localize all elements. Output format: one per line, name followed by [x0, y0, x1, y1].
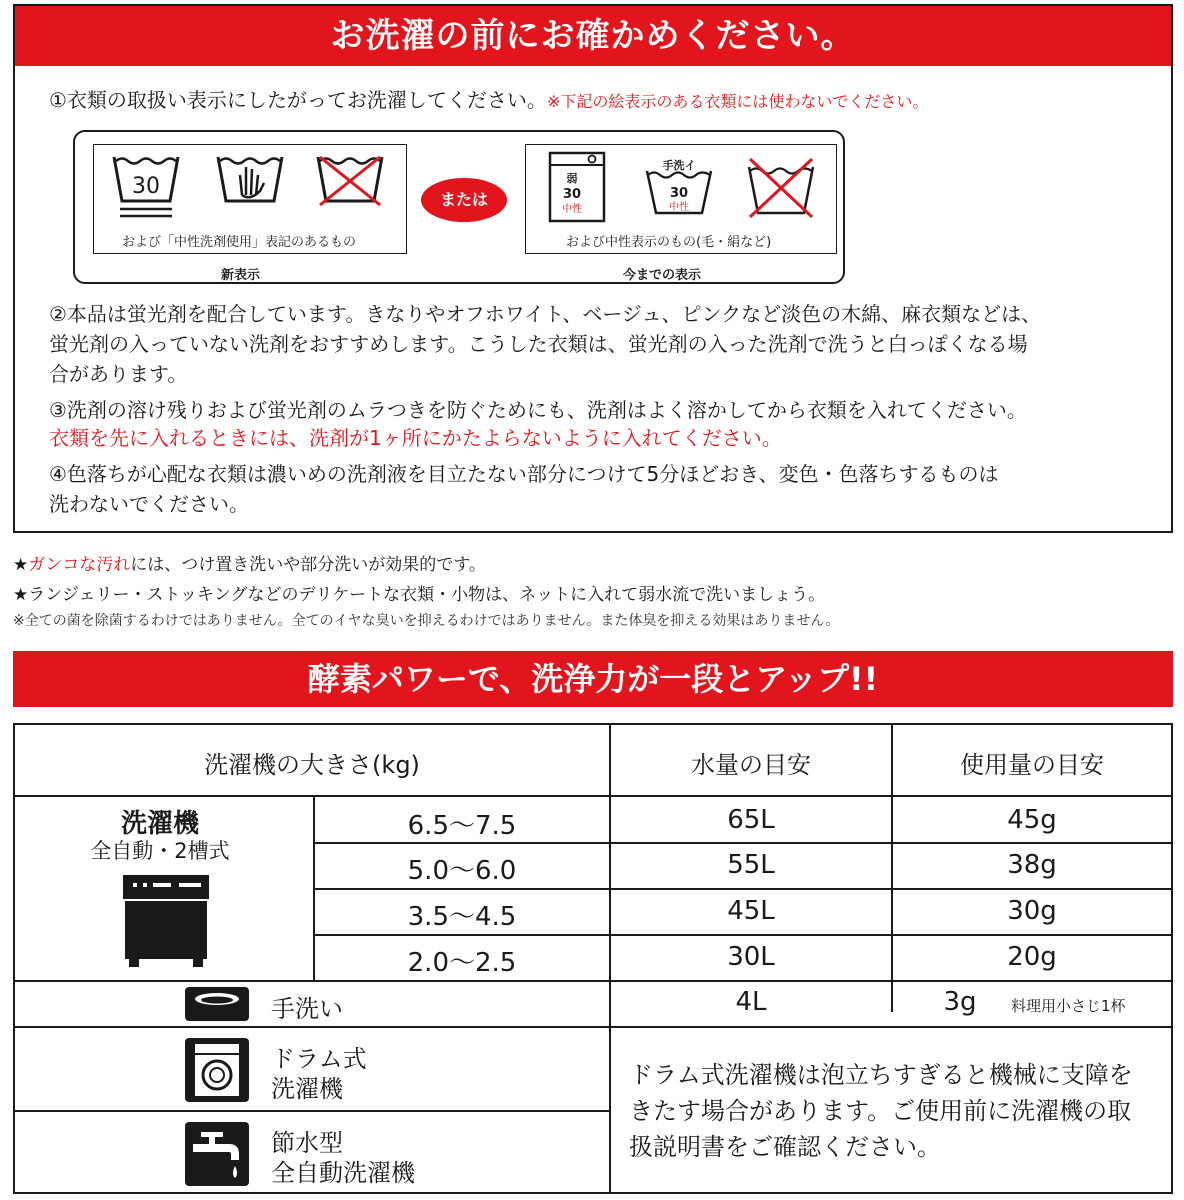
item1-text: ①衣類の取扱い表示にしたがってお洗濯してください。: [49, 88, 547, 112]
row4-size: 2.0〜2.5: [407, 948, 517, 978]
drum-label-line2: 洗濯機: [271, 1075, 343, 1103]
handwash-water: 4L: [735, 987, 767, 1017]
item1-line: [49, 86, 928, 116]
row3-water: 45L: [727, 896, 775, 926]
item3-line1: ③洗剤の溶け残りおよび蛍光剤のムラつきを防ぐためにも、洗剤はよく溶かしてから衣類を入れてください。: [49, 398, 1027, 422]
row2-amount: 38g: [1007, 850, 1057, 880]
old-display-label: 今までの表示: [623, 268, 702, 283]
drum-label-line1: ドラム式: [271, 1045, 367, 1073]
old-do-not-wash-icon: [746, 157, 816, 221]
tip-rest: には、つけ置き洗いや部分洗いが効果的です。: [130, 555, 486, 575]
item2-line2: 蛍光剤の入っていない洗剤をおすすめします。こうした衣類は、蛍光剤の入った洗剤で洗うと白っぽくなる場: [49, 332, 1028, 356]
old-hand-wash-icon: [644, 159, 714, 219]
svg-text:弱: 弱: [566, 172, 578, 185]
svg-text:30: 30: [669, 186, 689, 201]
header-size: 洗濯機の大きさ(kg): [204, 751, 420, 779]
handwash-amount: 3g: [943, 987, 977, 1017]
saving-label-line2: 全自動洗濯機: [271, 1159, 415, 1187]
svg-text:中性: 中性: [669, 202, 689, 213]
old-symbols-caption: および中性表示のもの(毛・絹など): [566, 235, 772, 250]
care-symbols-box: [73, 130, 845, 284]
row1-size: 6.5〜7.5: [407, 811, 517, 841]
basin-icon: [183, 985, 251, 1023]
enzyme-banner: 酵素パワーで、洗浄力が一段とアップ!!: [13, 651, 1173, 707]
row4-amount: 20g: [1007, 942, 1057, 972]
washer-title: 洗濯機: [120, 809, 199, 839]
dosage-table: [13, 723, 1173, 1194]
row3-amount: 30g: [1007, 896, 1057, 926]
header-amount: 使用量の目安: [960, 751, 1104, 779]
faucet-icon: [183, 1120, 251, 1188]
svg-text:手洗イ: 手洗イ: [662, 159, 696, 172]
handwash-label: 手洗い: [271, 995, 343, 1023]
star-icon: ★: [13, 555, 29, 575]
top-load-washer-icon: [119, 871, 213, 971]
hand-wash-icon: [214, 153, 286, 213]
svg-text:30: 30: [562, 187, 582, 202]
tip-delicates: ★ランジェリー・ストッキングなどのデリケートな衣類・小物は、ネットに入れて弱水流で洗いましょう。: [13, 585, 826, 605]
row1-water: 65L: [727, 805, 775, 835]
row3-size: 3.5〜4.5: [407, 902, 517, 932]
row4-water: 30L: [727, 942, 775, 972]
svg-text:30: 30: [132, 174, 160, 199]
row1-amount: 45g: [1007, 805, 1057, 835]
item2-line3: 合があります。: [49, 362, 188, 386]
new-display-label: 新表示: [221, 268, 261, 283]
tip-highlight: ガンコな汚れ: [28, 555, 131, 575]
row2-size: 5.0〜6.0: [407, 856, 517, 886]
new-symbols-panel: [93, 144, 407, 254]
item4-line1: ④色落ちが心配な衣類は濃いめの洗剤液を目立たない部分につけて5分ほどおき、変色・色落ちするものは: [49, 462, 999, 486]
handwash-amount-note: 料理用小さじ1杯: [1011, 997, 1126, 1015]
new-symbols-caption: および「中性洗剤使用」表記のあるもの: [122, 235, 357, 250]
old-symbols-panel: [525, 144, 837, 254]
row2-water: 55L: [727, 850, 775, 880]
washer-subtitle: 全自動・2槽式: [90, 839, 230, 863]
tip-stubborn-stains: [13, 550, 486, 575]
item3-line2: 衣類を先に入れるときには、洗剤が1ヶ所にかたよらないように入れてください。: [49, 426, 782, 450]
header-water: 水量の目安: [691, 751, 811, 779]
drum-warning-line2: きたす場合があります。ご使用前に洗濯機の取: [629, 1097, 1132, 1125]
drum-washer-icon: [183, 1036, 251, 1104]
saving-label-line1: 節水型: [271, 1129, 343, 1157]
precautions-banner: お洗濯の前にお確かめください。: [15, 6, 1171, 66]
old-washer-icon: [548, 151, 606, 223]
wash-30-icon: [110, 153, 182, 223]
disclaimer: ※全ての菌を除菌するわけではありません。全てのイヤな臭いを抑えるわけではありません。また体臭を抑える効果はありません。: [13, 613, 840, 629]
item1-note: ※下記の絵表示のある衣類には使わないでください。: [546, 92, 929, 111]
or-badge: または: [421, 178, 507, 222]
item2-line1: ②本品は蛍光剤を配合しています。きなりやオフホワイト、ベージュ、ピンクなど淡色の木綿、麻衣類などは、: [49, 302, 1042, 326]
item4-line2: 洗わないでください。: [49, 492, 249, 516]
svg-text:中性: 中性: [562, 204, 582, 215]
drum-warning-line1: ドラム式洗濯機は泡立ちすぎると機械に支障を: [629, 1061, 1133, 1089]
precautions-box: [13, 4, 1173, 533]
drum-warning-line3: 扱説明書をご確認ください。: [629, 1133, 941, 1161]
do-not-wash-icon: [314, 153, 386, 213]
